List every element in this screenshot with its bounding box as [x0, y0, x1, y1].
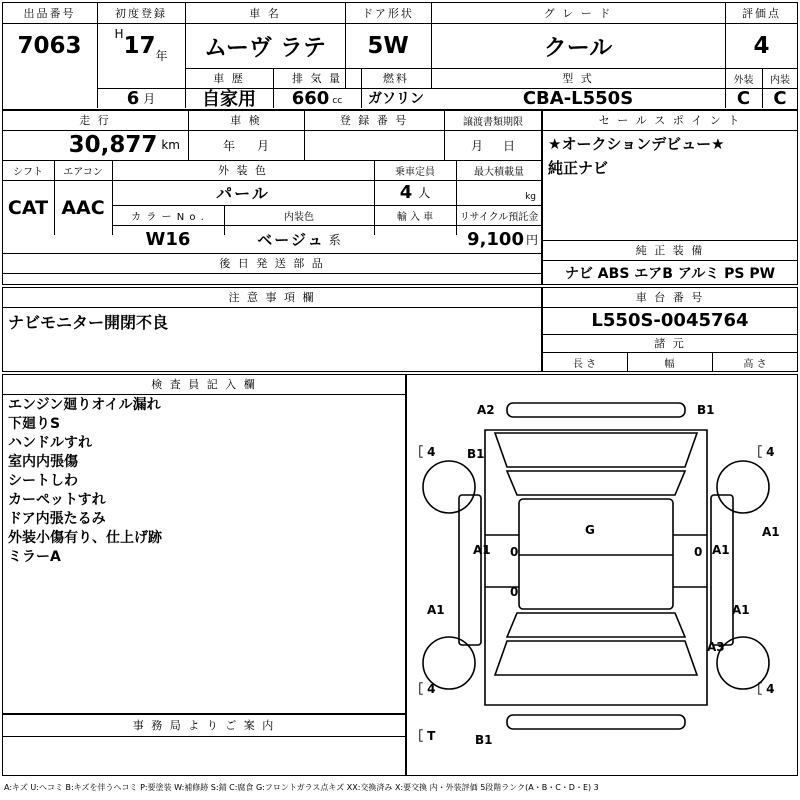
transfer-month-unit: 月 — [470, 138, 483, 153]
dim-title: 諸 元 — [654, 337, 686, 350]
damage-mark: ［ T — [411, 729, 436, 743]
later-parts-value — [2, 273, 542, 285]
inspector-line-2: 下廻りS — [8, 416, 61, 432]
int-color-value — [224, 225, 374, 253]
era-label: H — [114, 27, 124, 41]
damage-mark: A1 — [473, 543, 491, 557]
interior-label: 内装 — [770, 74, 790, 86]
inspector-line-4: 室内内張傷 — [8, 454, 78, 470]
inspector-line-6: カーペットすれ — [8, 492, 106, 508]
lot-label: 出品番号 — [23, 6, 76, 20]
door-value: 5W — [367, 32, 409, 59]
height-label: 高 さ — [743, 358, 767, 370]
inspection-year-unit: 年 — [222, 138, 235, 153]
inspector-title: 検 査 員 記 入 欄 — [151, 378, 257, 391]
car-outline-diagram — [407, 375, 797, 775]
color-no-value: W16 — [145, 228, 191, 250]
score-value: 4 — [753, 32, 770, 59]
damage-mark: B1 — [697, 403, 715, 417]
ext-color-label: 外 装 色 — [218, 164, 268, 177]
damage-mark: ［ 4 — [750, 682, 775, 696]
disp-num: 660 — [291, 87, 330, 109]
damage-mark: A1 — [762, 525, 780, 539]
fuel-value: ガソリン — [368, 91, 424, 107]
reg-month-value: 6 — [126, 87, 140, 109]
damage-mark: B1 — [467, 447, 485, 461]
inspector-line-7: ドア内張たるみ — [8, 511, 106, 527]
fuel-label: 燃料 — [383, 72, 409, 85]
recycle-value — [456, 225, 542, 253]
sales-line-2: 純正ナビ — [548, 159, 609, 177]
grade-label: グ レ ー ド — [543, 6, 613, 20]
first-reg-month — [97, 88, 185, 108]
inspector-line-3: ハンドルすれ — [8, 435, 92, 451]
legend-text: A:キズ U:ヘコミ B:キズを伴うヘコミ P:要塗装 W:補修跡 S:錆 C:腐食 G:フロントガラス点キズ XX:交換済み X:要交換 内・外装評価 5段階ランク(A・B・C・D・E) 3 — [4, 783, 599, 792]
import-label: 輸 入 車 — [396, 211, 434, 223]
sales-line-1: ★オークションデビュー★ — [548, 135, 725, 153]
grade-value: クール — [543, 35, 613, 61]
disp-unit: cc — [332, 96, 343, 106]
first-reg-value — [97, 23, 185, 68]
damage-mark: ［ 4 — [411, 682, 436, 696]
aircon-label: エアコン — [63, 166, 103, 178]
inspector-line-9: ミラーA — [8, 549, 61, 565]
width-label: 幅 — [664, 358, 675, 370]
inspector-line-8: 外装小傷有り、仕上げ跡 — [8, 530, 162, 546]
reg-month-unit: 月 — [143, 91, 156, 106]
int-color-suffix: 系 — [328, 232, 341, 247]
notes-title: 注 意 事 項 欄 — [228, 291, 316, 304]
interior-grade: C — [773, 87, 787, 109]
seats-label: 乗車定員 — [395, 166, 435, 178]
inspection-label: 車 検 — [230, 114, 262, 127]
mileage-unit: km — [161, 138, 180, 152]
seats-value — [374, 180, 456, 205]
history-label: 車 歴 — [213, 72, 245, 85]
displacement-label: 排 気 量 — [292, 72, 342, 85]
chassis-title: 車 台 番 号 — [635, 291, 705, 304]
sales-title: セ ー ル ス ポ イ ン ト — [598, 114, 742, 127]
damage-mark: A1 — [427, 603, 445, 617]
recycle-number: 9,100 — [467, 228, 524, 250]
damage-mark: A1 — [732, 603, 750, 617]
inspector-line-5: シートしわ — [8, 473, 78, 489]
sales-lines — [548, 132, 794, 180]
transfer-value — [444, 130, 542, 160]
inspector-line-1: エンジン廻りオイル漏れ — [8, 397, 161, 413]
inspection-month-unit: 月 — [257, 138, 270, 153]
damage-mark: G — [585, 523, 595, 537]
aircon-value: AAC — [61, 196, 105, 219]
mileage-label: 走 行 — [79, 114, 111, 127]
first-reg-label: 初度登録 — [115, 6, 167, 20]
max-load-value — [456, 180, 542, 205]
damage-mark: 0 — [694, 545, 703, 559]
exterior-grade: C — [736, 87, 751, 109]
model-label: 型 式 — [562, 72, 594, 85]
notes-value: ナビモニター開閉不良 — [8, 313, 169, 332]
max-load-label: 最大積載量 — [474, 166, 524, 178]
lot-number: 7063 — [17, 32, 82, 59]
reg-number-value — [304, 130, 444, 160]
chassis-value: L550S-0045764 — [591, 310, 749, 331]
office-title: 事 務 局 よ り ご 案 内 — [132, 719, 276, 732]
history-value: 自家用 — [202, 89, 256, 110]
length-label: 長 さ — [572, 358, 597, 370]
door-label: ドア形状 — [362, 6, 414, 20]
inspection-value — [188, 130, 304, 160]
damage-mark: 0 — [510, 545, 519, 559]
year-unit: 年 — [155, 49, 168, 63]
int-color-label: 内装色 — [284, 211, 314, 223]
int-color-text: ベージュ — [257, 230, 325, 249]
seats-number: 4 — [399, 182, 413, 203]
car-name-value: ムーヴ ラテ — [204, 35, 326, 61]
recycle-unit: 円 — [525, 232, 538, 247]
damage-mark: B1 — [475, 733, 493, 747]
displacement-value — [273, 88, 361, 108]
model-value: CBA-L550S — [522, 87, 634, 109]
transfer-day-unit: 日 — [503, 138, 516, 153]
reg-number-label: 登 録 番 号 — [339, 114, 409, 127]
recycle-label: リサイクル預託金 — [459, 211, 539, 223]
score-label: 評価点 — [742, 6, 781, 20]
car-name-label: 車 名 — [249, 6, 281, 20]
damage-mark: A1 — [712, 543, 730, 557]
ext-color-value: パール — [216, 184, 270, 203]
shift-value: CAT — [7, 196, 49, 219]
damage-mark: 0 — [510, 585, 519, 599]
damage-mark: A2 — [477, 403, 495, 417]
mileage-number: 30,877 — [68, 132, 158, 158]
mileage-value — [2, 130, 188, 160]
reg-year: 17 — [123, 32, 156, 59]
damage-mark: ［ 4 — [750, 445, 775, 459]
damage-mark: ［ 4 — [411, 445, 436, 459]
transfer-label: 譲渡書類期限 — [463, 116, 523, 128]
equip-title: 純 正 装 備 — [635, 244, 705, 257]
damage-diagram-block — [406, 374, 798, 776]
inspector-lines — [8, 396, 402, 567]
seats-unit: 人 — [418, 186, 431, 200]
damage-mark: A3 — [707, 640, 725, 654]
import-value — [374, 225, 456, 253]
equip-value: ナビ ABS エアB アルミ PS PW — [564, 265, 776, 282]
later-parts-label: 後 日 発 送 部 品 — [219, 257, 325, 270]
max-load-unit: kg — [525, 192, 536, 202]
shift-label: シフト — [13, 166, 43, 178]
exterior-label: 外装 — [733, 74, 754, 86]
color-no-label: カ ラ ー N o . — [131, 211, 205, 223]
